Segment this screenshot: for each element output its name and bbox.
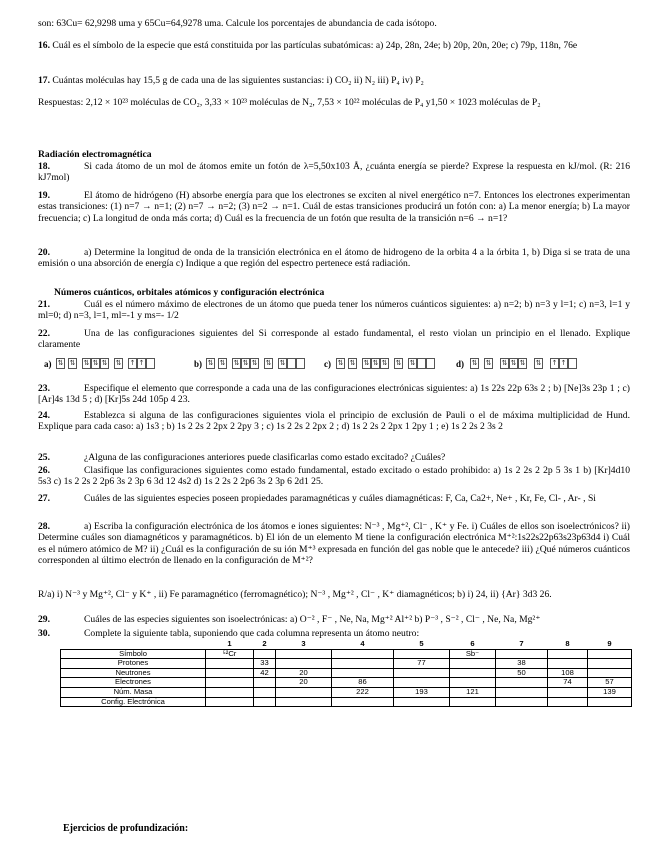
table-header-cell [61, 640, 206, 649]
table-cell [588, 659, 632, 669]
table-row [61, 659, 632, 669]
question-26 [38, 465, 630, 488]
orbital-box: ⇅ [219, 359, 226, 367]
table-header-row [61, 640, 632, 649]
table-row-label: Símbolo [61, 649, 206, 659]
question-number: 26. [38, 465, 50, 476]
table-cell: ⁵²Cr [206, 649, 254, 659]
orbital-box: ↑ [129, 359, 136, 367]
table-cell [588, 697, 632, 707]
orbital-box: ⇅ [510, 359, 517, 367]
orbital-box [146, 358, 155, 369]
table-cell: 77 [394, 659, 450, 669]
question-17-answer: Respuestas: 2,12 × 10²³ moléculas de CO₂, 3,33 × 10²³ moléculas de N₂, 7,53 × 10²² moléculas de P₄ y1,50 × 1023 moléculas de P₂ [38, 97, 541, 108]
table-header-cell: 2 [254, 640, 276, 649]
table-header-cell: 3 [276, 640, 332, 649]
orbital-option-a [44, 357, 194, 371]
question-number: 21. [38, 299, 50, 310]
section-heading-radiacion: Radiación electromagnética [38, 149, 152, 160]
question-24 [38, 410, 630, 433]
table-cell: 222 [332, 687, 394, 697]
question-29 [38, 614, 630, 625]
table-cell [276, 659, 332, 669]
table-cell [548, 697, 588, 707]
question-number: 22. [38, 328, 50, 339]
question-21 [38, 299, 630, 322]
orbital-option-label: d) [456, 359, 465, 369]
table-cell: 50 [496, 668, 548, 678]
question-20 [38, 247, 630, 270]
orbital-box: ⇅ [349, 359, 356, 367]
table-cell [450, 697, 496, 707]
orbital-box: ⇅ [83, 359, 90, 367]
question-text: Complete la siguiente tabla, suponiendo que cada columna representa un átomo neutro: [84, 628, 420, 639]
question-number: 17. [38, 75, 50, 86]
table-header-cell: 1 [206, 640, 254, 649]
table-cell [548, 649, 588, 659]
question-text: a) Determine la longitud de onda de la transición electrónica en el átomo de hidrogeno de la orbita 4 a la órbita 1, b) Diga si se trata de una emisión o una absorción de energía c) Indique a que región del espectro pertenece está radiación. [38, 247, 630, 270]
table-cell: 33 [254, 659, 276, 669]
table-cell [206, 678, 254, 688]
question-number: 16. [38, 40, 50, 51]
table-cell [548, 687, 588, 697]
question-text: Clasifique las configuraciones siguientes como estado fundamental, estado excitado o estado prohibido: a) 1s 2 2s 2 2p 5 3s 1 b) [Kr]4d10 5s3 c) 1s 2 2s 2 2p6 3s 2 3p 6 3d 12 4s2 d) 1s 2 2s 2 2p6 3s 2 3p 6 2d1 25. [38, 465, 630, 488]
question-text: a) Escriba la configuración electrónica de los átomos e iones siguientes: N⁻³ , Mg⁺², Cl⁻ , K⁺ y Fe. i) Cuáles de ellos son isoelectrónicos? ii) Determine cuáles son diamagnéticos y paramagnéticos. b) El ión de un elemento M tiene la configuración electrónica M⁺²:1s22s22p63s23p63d4 i) Cuál es el número atómico de M? ii) ¿Cuál es la configuración de su ión M⁺³ expresada en función del gas noble que le antecede? iii) ¿Qué números cuánticos corresponden al último electrón de llenado en la configuración de M⁺²? [38, 521, 630, 567]
orbital-box [417, 358, 426, 369]
question-number: 28. [38, 521, 50, 532]
table-row-label: Neutrones [61, 668, 206, 678]
table-cell [206, 697, 254, 707]
question-text: Especifique el elemento que corresponde a cada una de las configuraciones electrónicas siguientes: a) 1s 22s 22p 63s 2 ; b) [Ne]3s 23p 1 ; c) [Ar]4s 13d 5 ; d) [Kr]5s 24d 105p 4 23. [38, 383, 630, 406]
question-number: 27. [38, 493, 50, 504]
orbital-option-c [324, 357, 454, 371]
orbital-box: ↑ [551, 359, 558, 367]
table-cell: 20 [276, 668, 332, 678]
orbital-option-label: a) [44, 359, 52, 369]
orbital-diagram-options [44, 357, 644, 373]
orbital-option-label: b) [194, 359, 203, 369]
table-cell: 193 [394, 687, 450, 697]
table-header-cell: 6 [450, 640, 496, 649]
table-cell [332, 649, 394, 659]
table-cell [254, 687, 276, 697]
orbital-box: ⇅ [535, 359, 542, 367]
orbital-box: ⇅ [57, 359, 64, 367]
orbital-box [287, 358, 296, 369]
question-17 [38, 75, 630, 86]
orbital-box: ⇅ [485, 359, 492, 367]
question-number: 18. [38, 161, 50, 172]
orbital-box: ↑ [560, 359, 567, 367]
orbital-option-d [456, 357, 616, 371]
table-cell [276, 687, 332, 697]
table-header-cell: 5 [394, 640, 450, 649]
table-cell [206, 659, 254, 669]
question-text: ¿Alguna de las configuraciones anteriores puede clasificarlas como estado excitado? ¿Cuáles? [84, 452, 446, 463]
orbital-box [568, 358, 577, 369]
question-18 [38, 161, 630, 184]
question-28-answer: R/a) i) N⁻³ y Mg⁺², Cl⁻ y K⁺ , ii) Fe paramagnético (ferromagnético); N⁻³ , Mg⁺² , Cl⁻ , K⁺ diamagnéticos; b) i) 24, ii) {Ar} 3d3 26. [38, 589, 552, 600]
question-text: Una de las configuraciones siguientes del Si corresponde al estado fundamental, el resto violan un principio en el llenado. Explique claramente [38, 328, 630, 351]
table-cell: 57 [588, 678, 632, 688]
table-row [61, 687, 632, 697]
orbital-box: ↑ [138, 359, 145, 367]
orbital-option-label: c) [324, 359, 331, 369]
table-cell: Sb⁻ [450, 649, 496, 659]
question-text: Cuántas moléculas hay 15,5 g de cada una de las siguientes sustancias: i) CO₂ ii) N₂ iii) P₄ iv) P₂ [52, 75, 424, 86]
orbital-box: ⇅ [242, 359, 249, 367]
table-cell [206, 668, 254, 678]
orbital-box: ⇅ [251, 359, 258, 367]
question-27 [38, 493, 630, 504]
question-30 [38, 628, 630, 639]
question-text: Cuál es el símbolo de la especie que está constituida por las partículas subatómicas: a) 24p, 28n, 24e; b) 20p, 20n, 20e; c) 79p, 118n, 76e [52, 40, 578, 51]
orbital-box [426, 358, 435, 369]
table-row-label: Protones [61, 659, 206, 669]
table-cell [496, 678, 548, 688]
orbital-box: ⇅ [233, 359, 240, 367]
table-header-cell: 4 [332, 640, 394, 649]
question-28 [38, 521, 630, 567]
orbital-box: ⇅ [69, 359, 76, 367]
question-text: Establezca si alguna de las configuraciones siguientes viola el principio de exclusión de Pauli o el de máxima multiplicidad de Hund. Explique para cada caso: a) 1s3 ; b) 1s 2 2s 2 2px 2 2py 3 ; c) 1s 2 2s 2 2px 2 ; d) 1s 2 2s 2 2px 1 2py 1 ; e) 1s 2 2s 2 3s 2 [38, 410, 630, 433]
table-row-label: Config. Electrónica [61, 697, 206, 707]
table-cell [496, 687, 548, 697]
orbital-box: ⇅ [115, 359, 122, 367]
orbital-option-b [194, 357, 324, 371]
table-cell: 38 [496, 659, 548, 669]
question-number: 23. [38, 383, 50, 394]
table-cell: 139 [588, 687, 632, 697]
question-text: Cuáles de las especies siguientes son isoelectrónicas: a) O⁻² , F⁻ , Ne, Na, Mg⁺² Al⁺² b) P⁻³ , S⁻² , Cl⁻ , Ne, Na, Mg²⁺ [84, 614, 541, 625]
table-row-label: Electrones [61, 678, 206, 688]
table-cell: 108 [548, 668, 588, 678]
orbital-box: ⇅ [409, 359, 416, 367]
orbital-box: ⇅ [381, 359, 388, 367]
question-number: 29. [38, 614, 50, 625]
orbital-box: ⇅ [372, 359, 379, 367]
table-row [61, 697, 632, 707]
orbital-box [296, 358, 305, 369]
table-cell [276, 649, 332, 659]
table-cell [394, 697, 450, 707]
orbital-box: ⇅ [337, 359, 344, 367]
table-cell [496, 697, 548, 707]
orbital-box: ⇅ [101, 359, 108, 367]
section-heading-numeros: Números cuánticos, orbitales atómicos y configuración electrónica [54, 287, 325, 298]
table-cell: 121 [450, 687, 496, 697]
table-cell [548, 659, 588, 669]
table-cell [254, 678, 276, 688]
orbital-box: ⇅ [471, 359, 478, 367]
orbital-box: ⇅ [395, 359, 402, 367]
table-cell [276, 697, 332, 707]
question-number: 25. [38, 452, 50, 463]
table-cell [394, 668, 450, 678]
table-cell [588, 649, 632, 659]
section-heading-profundizacion: Ejercicios de profundización: [63, 823, 189, 834]
table-cell: 86 [332, 678, 394, 688]
question-text: El átomo de hidrógeno (H) absorbe energía para que los electrones se exciten al nivel energético n=7. Entonces los electrones experimentan estas transiciones: (1) n=7 → n=1; (2) n=7 → n=2; (3) n=2 → n=1. Cuál de estas transiciones producirá un fotón con: a) La menor energía; b) La mayor frecuencia; c) La longitud de onda más corta; d) Cuál es la frecuencia de un fotón que resulta de la transición n=6 → n=1? [38, 190, 630, 224]
question-16 [38, 40, 630, 51]
table-header-cell: 9 [588, 640, 632, 649]
question-19 [38, 190, 630, 224]
table-row-label: Núm. Masa [61, 687, 206, 697]
table-cell [450, 668, 496, 678]
orbital-box: ⇅ [207, 359, 214, 367]
question-23 [38, 383, 630, 406]
atoms-table [60, 640, 632, 707]
table-header-cell: 8 [548, 640, 588, 649]
table-cell [450, 659, 496, 669]
intro-line: son: 63Cu= 62,9298 uma y 65Cu=64,9278 uma. Calcule los porcentajes de abundancia de cada isótopo. [38, 18, 437, 29]
table-header-cell: 7 [496, 640, 548, 649]
orbital-box: ⇅ [363, 359, 370, 367]
question-number: 24. [38, 410, 50, 421]
table-cell [254, 697, 276, 707]
question-number: 20. [38, 247, 50, 258]
orbital-box: ⇅ [92, 359, 99, 367]
question-number: 19. [38, 190, 50, 201]
question-22 [38, 328, 630, 351]
orbital-box: ⇅ [279, 359, 286, 367]
table-cell [332, 659, 394, 669]
orbital-box: ⇅ [519, 359, 526, 367]
orbital-box: ⇅ [501, 359, 508, 367]
table-cell: 42 [254, 668, 276, 678]
question-25 [38, 452, 630, 463]
question-number: 30. [38, 628, 50, 639]
question-text: Si cada átomo de un mol de átomos emite un fotón de λ=5,50x103 Å, ¿cuánta energía se pierde? Exprese la respuesta en kJ/mol. (R: 216 kJ7mol) [38, 161, 630, 184]
orbital-box: ⇅ [265, 359, 272, 367]
table-cell [206, 687, 254, 697]
table-cell [332, 697, 394, 707]
question-text: Cuáles de las siguientes especies poseen propiedades paramagnéticas y cuáles diamagnéticas: F, Ca, Ca2+, Ne+ , Kr, Fe, Cl- , Ar- , Si [84, 493, 596, 504]
table-cell: 74 [548, 678, 588, 688]
table-cell: 20 [276, 678, 332, 688]
question-text: Cuál es el número máximo de electrones de un átomo que pueda tener los números cuánticos siguientes: a) n=2; b) n=3 y l=1; c) n=3, l=1 y ml=0; d) n=3, l=1, ml=-1 y ms=- 1/2 [38, 299, 630, 322]
